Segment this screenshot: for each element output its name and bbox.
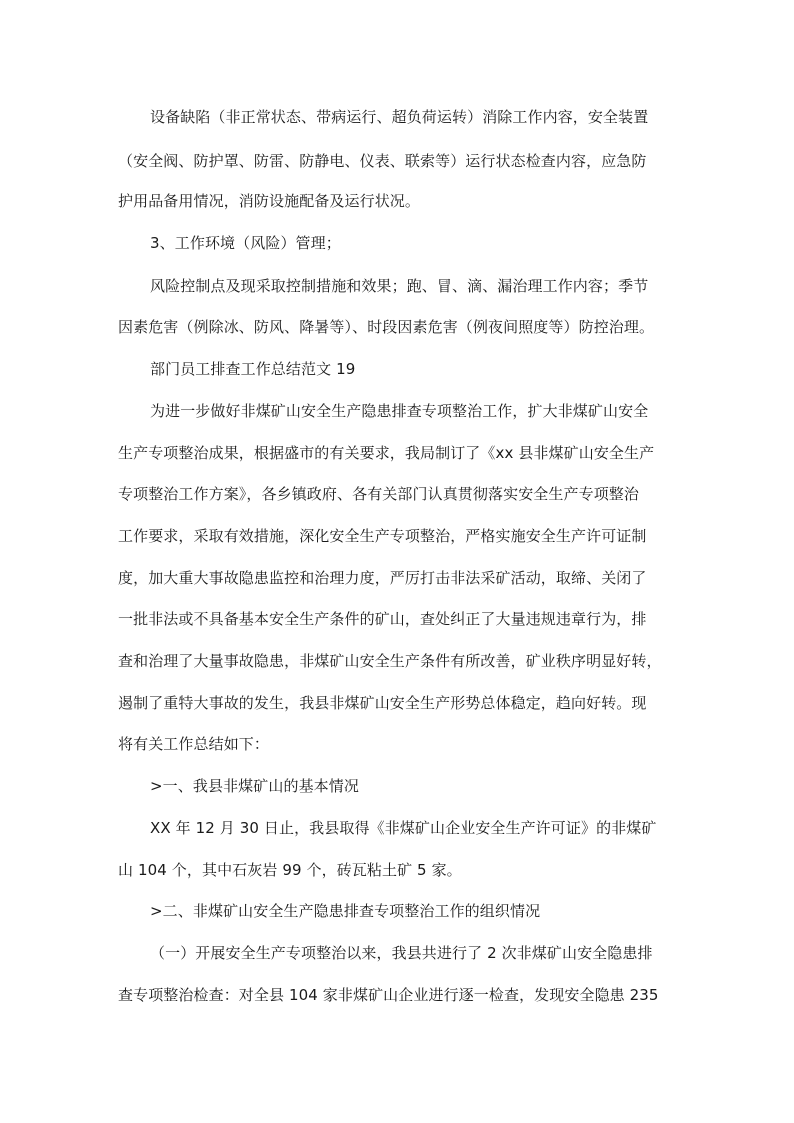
text-line: 山 104 个，其中石灰岩 99 个，砖瓦粘土矿 5 家。 <box>118 861 462 879</box>
text-line: 度，加大重大事故隐患监控和治理力度，严厉打击非法采矿活动，取缔、关闭了 <box>118 569 647 587</box>
text-line: 查和治理了大量事故隐患，非煤矿山安全生产条件有所改善，矿业秩序明显好转， <box>118 652 662 670</box>
text-line: 风险控制点及现采取控制措施和效果；跑、冒、滴、漏治理工作内容；季节 <box>150 277 649 295</box>
text-line: 一批非法或不具备基本安全生产条件的矿山，查处纠正了大量违规违章行为，排 <box>118 610 647 628</box>
section-heading: >一、我县非煤矿山的基本情况 <box>150 777 359 795</box>
text-line: 护用品备用情况，消防设施配备及运行状况。 <box>118 192 421 210</box>
text-line: 将有关工作总结如下： <box>118 735 270 753</box>
text-line: 专项整治工作方案》，各乡镇政府、各有关部门认真贯彻落实安全生产专项整治 <box>118 485 640 503</box>
text-line: XX 年 12 月 30 日止，我县取得《非煤矿山企业安全生产许可证》的非煤矿 <box>150 819 657 837</box>
text-line: 查专项整治检查：对全县 104 家非煤矿山企业进行逐一检查，发现安全隐患 235 <box>118 986 659 1004</box>
text-line: （安全阀、防护罩、防雷、防静电、仪表、联索等）运行状态检查内容，应急防 <box>118 152 647 170</box>
text-line: 生产专项整治成果，根据盛市的有关要求，我局制订了《xx 县非煤矿山安全生产 <box>118 444 655 462</box>
text-line: 为进一步做好非煤矿山安全生产隐患排查专项整治工作，扩大非煤矿山安全 <box>150 402 649 420</box>
text-line: 遏制了重特大事故的发生，我县非煤矿山安全生产形势总体稳定，趋向好转。现 <box>118 694 647 712</box>
text-line: 工作要求，采取有效措施，深化安全生产专项整治，严格实施安全生产许可证制 <box>118 527 647 545</box>
section-heading: >二、非煤矿山安全生产隐患排查专项整治工作的组织情况 <box>150 902 541 920</box>
text-line: 因素危害（例除冰、防风、降暑等）、时段因素危害（例夜间照度等）防控治理。 <box>118 318 655 336</box>
section-heading: 部门员工排查工作总结范文 19 <box>150 360 356 378</box>
text-line: （一）开展安全生产专项整治以来，我县共进行了 2 次非煤矿山安全隐患排 <box>150 944 653 962</box>
text-line: 设备缺陷（非正常状态、带病运行、超负荷运转）消除工作内容，安全装置 <box>150 108 649 126</box>
text-line: 3、工作环境（风险）管理； <box>150 234 341 252</box>
